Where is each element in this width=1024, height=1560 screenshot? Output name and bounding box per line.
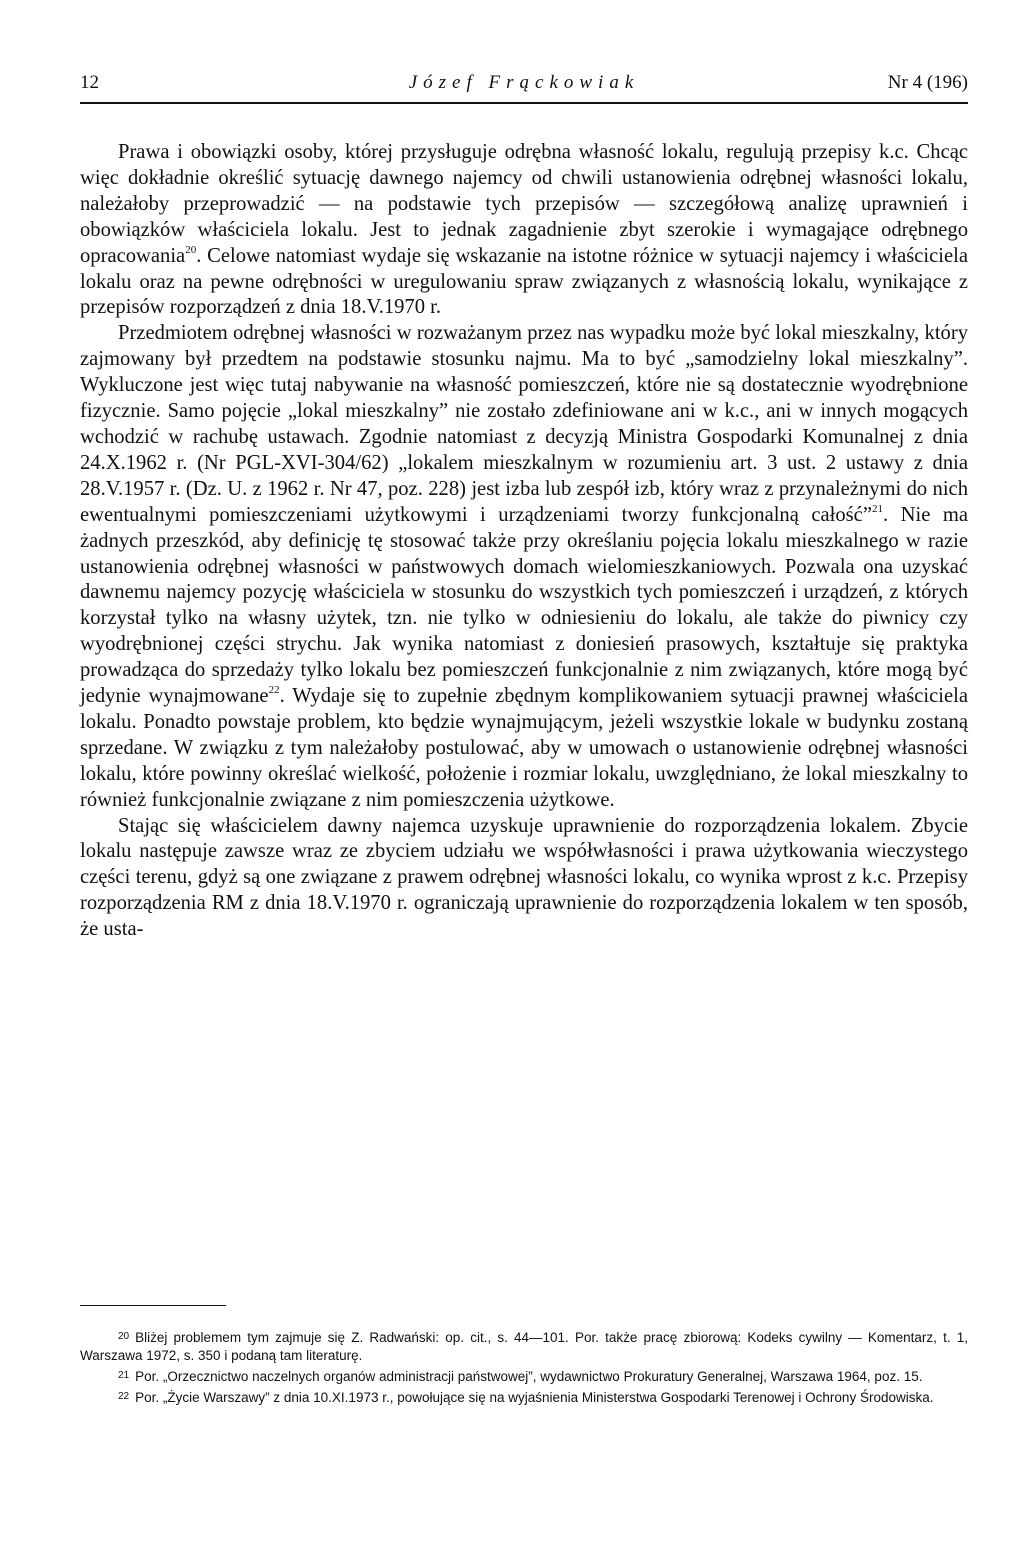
footnote-ref-22[interactable]: 22: [268, 684, 280, 697]
paragraph-3: [80, 814, 968, 944]
paragraph-2: [80, 321, 968, 813]
paragraph-1: [80, 140, 968, 321]
page-number: 12: [80, 72, 99, 93]
paragraph-2-text-b: . Nie ma żadnych przeszkód, aby definicję tę stosować także przy określaniu pojęcia lokalu mieszkalnego w razie ustanowienia odrębnej własności w państwowych domach wielomieszkaniowych. Pozwala ona uzyskać dawnemu najemcy pozycję właściciela w stosunku do wszystkich tych pomieszczeń i urządzeń, z których korzystał tylko na własny użytek, tzn. nie tylko w odniesieniu do lokalu, ale także do piwnicy czy wyodrębnionej części strychu. Jak wynika natomiast z doniesień prasowych, kształtuje się praktyka prowadząca do sprzedaży tylko lokalu bez pomieszczeń funkcjonalnie z nim związanych, które mogą być jedynie wynajmowane: [80, 503, 969, 708]
paragraph-1-text-b: . Celowe natomiast wydaje się wskazanie na istotne różnice w sytuacji najemcy i właściciela lokalu oraz na pewne odrębności w uregulowaniu spraw związanych z własnością lokalu, wynikające z przepisów rozporządzeń z dnia 18.V.1970 r.: [80, 244, 968, 319]
footnote-text: Por. „Życie Warszawy” z dnia 10.XI.1973 r., powołujące się na wyjaśnienia Ministerstwa Gospodarki Terenowej i Ochrony Środowiska.: [135, 1390, 934, 1405]
header-rule: [80, 102, 968, 104]
footnote-rule: [80, 1305, 226, 1306]
footnote-number: 22: [118, 1391, 130, 1402]
footnote-number: 20: [118, 1331, 130, 1342]
body-text: [80, 140, 968, 943]
running-title: Józef Frąckowiak: [408, 72, 640, 93]
footnote-ref-20[interactable]: 20: [185, 243, 197, 256]
paragraph-1-text-a: Prawa i obowiązki osoby, której przysługuje odrębna własność lokalu, regulują przepisy k.c. Chcąc więc dokładnie określić sytuację dawnego najemcy od chwili ustanowienia odrębnej własności lokalu, należałoby przeprowadzić — na podstawie tych przepisów — szczegółową analizę uprawnień i obowiązków właściciela lokalu. Jest to jednak zagadnienie zbyt szerokie i wymagające odrębnego opracowania: [80, 141, 968, 267]
footnote-22: [80, 1388, 968, 1407]
footnote-ref-21[interactable]: 21: [871, 502, 883, 515]
issue-number: Nr 4 (196): [887, 72, 968, 93]
footnote-20: [80, 1328, 968, 1365]
paragraph-3-text-a: Stając się właścicielem dawny najemca uzyskuje uprawnienie do rozporządzenia lokalem. Zbycie lokalu następuje zawsze wraz ze zbyciem udziału we współwłasności i prawa użytkowania wieczystego części terenu, gdyż są one związane z prawem odrębnej własności lokalu, co wynika wprost z k.c. Przepisy rozporządzenia RM z dnia 18.V.1970 r. ograniczają uprawnienie do rozporządzenia lokalem w ten sposób, że usta-: [80, 814, 968, 941]
footnote-number: 21: [118, 1370, 130, 1381]
paragraph-2-text-c: . Wydaje się to zupełnie zbędnym komplikowaniem sytuacji prawnej właściciela lokalu. Ponadto powstaje problem, kto będzie wynajmującym, jeżeli wszystkie lokale w budynku zostaną sprzedane. W związku z tym należałoby postulować, aby w umowach o ustanowienie odrębnej własności lokalu, które powinny określać wielkość, położenie i rozmiar lokalu, uwzględniano, że lokal mieszkalny to również funkcjonalnie związane z nim pomieszczenia użytkowe.: [80, 685, 968, 811]
footnote-21: [80, 1367, 968, 1386]
footnote-text: Por. „Orzecznictwo naczelnych organów administracji państwowej”, wydawnictwo Prokuratury Generalnej, Warszawa 1964, poz. 15.: [135, 1369, 923, 1384]
footnotes: [80, 1328, 968, 1409]
footnote-text: Bliżej problemem tym zajmuje się Z. Radwański: op. cit., s. 44—101. Por. także pracę zbiorową: Kodeks cywilny — Komentarz, t. 1, Warszawa 1972, s. 350 i podaną tam literaturę.: [80, 1330, 968, 1363]
running-header: [80, 64, 968, 98]
paragraph-2-text-a: Przedmiotem odrębnej własności w rozważanym przez nas wypadku może być lokal mieszkalny, który zajmowany był przedtem na podstawie stosunku najmu. Ma to być „samodzielny lokal mieszkalny”. Wykluczone jest więc tutaj nabywanie na własność pomieszczeń, które nie są dostatecznie wyodrębnione fizycznie. Samo pojęcie „lokal mieszkalny” nie zostało zdefiniowane ani w k.c., ani w innych mogących wchodzić w rachubę ustawach. Zgodnie natomiast z decyzją Ministra Gospodarki Komunalnej z dnia 24.X.1962 r. (Nr PGL-XVI-304/62) „lokalem mieszkalnym w rozumieniu art. 3 ust. 2 ustawy z dnia 28.V.1957 r. (Dz. U. z 1962 r. Nr 47, poz. 228) jest izba lub zespół izb, który wraz z przynależnymi do nich ewentualnymi pomieszczeniami użytkowymi i urządzeniami tworzy funkcjonalną całość”: [80, 322, 968, 526]
